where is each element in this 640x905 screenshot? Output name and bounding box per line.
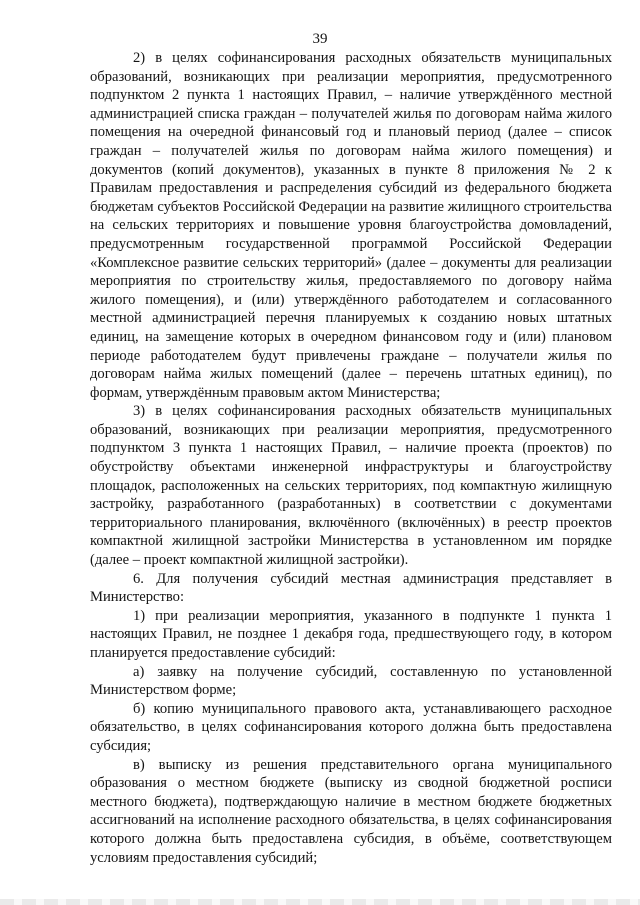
paragraph-item-6: 6. Для получения субсидий местная администрация представляет в Министерство:: [90, 570, 612, 606]
paragraph-letter-v: в) выписку из решения представительного органа муниципального образования о местном бюджете (выписку из сводной бюджетной росписи местного бюджета), подтверждающую наличие в местном бюджете бюджетных ассигнований на исполнение расходного обязательства, в целях софинансирования которого должна быть предоставлена субсидия, в объёме, соответствующем условиям предоставления субсидий;: [90, 756, 612, 866]
paragraph-subitem-2: 2) в целях софинансирования расходных обязательств муниципальных образований, возникающих при реализации мероприятия, предусмотренного подпунктом 2 пункта 1 настоящих Правил, – наличие утверждённого местной администрацией списка граждан – получателей жилья по договорам найма жилого помещения на очередной финансовый год и плановый период (далее – список граждан – получателей жилья по договорам найма жилого помещения) и документов (копий документов), указанных в пункте 8 приложения № 2 к Правилам предоставления и распределения субсидий из федерального бюджета бюджетам субъектов Российской Федерации на развитие жилищного строительства на сельских территориях и повышение уровня благоустройства домовладений, предусмотренным государственной программой Российской Федерации «Комплексное развитие сельских территорий» (далее – документы для реализации мероприятия по строительству жилья, предоставляемого по договору найма жилого помещения), и (или) утверждённого работодателем и согласованного местной администрацией перечня планируемых к созданию новых штатных единиц, на замещение которых в очередном финансовом году и (или) плановом периоде работодателем будут привлечены граждане – получатели жилья по договорам найма жилых помещений (далее – перечень штатных единиц), по формам, утверждённым правовым актом Министерства;: [90, 50, 612, 401]
paragraph-letter-a: а) заявку на получение субсидий, составленную по установленной Министерством форме;: [90, 663, 612, 699]
paragraph-letter-b: б) копию муниципального правового акта, устанавливающего расходное обязательство, в целях софинансирования которого должна быть предоставлена субсидия;: [90, 700, 612, 754]
scan-bottom-edge: [0, 899, 640, 905]
document-body: [90, 49, 612, 867]
paragraph-subitem-3: 3) в целях софинансирования расходных обязательств муниципальных образований, возникающих при реализации мероприятия, предусмотренного подпунктом 3 пункта 1 настоящих Правил, – наличие проекта (проектов) по обустройству объектами инженерной инфраструктуры и благоустройству площадок, расположенных на сельских территориях, под компактную жилищную застройку, разработанного (разработанных) в соответствии с документами территориального планирования, включённого (включённых) в реестр проектов компактной жилищной застройки Министерства в установленном им порядке (далее – проект компактной жилищной застройки).: [90, 403, 612, 569]
paragraph-item-6-subitem-1: 1) при реализации мероприятия, указанного в подпункте 1 пункта 1 настоящих Правил, не позднее 1 декабря года, предшествующего году, в котором планируется предоставление субсидий:: [90, 607, 612, 661]
page-number: 39: [312, 31, 328, 47]
